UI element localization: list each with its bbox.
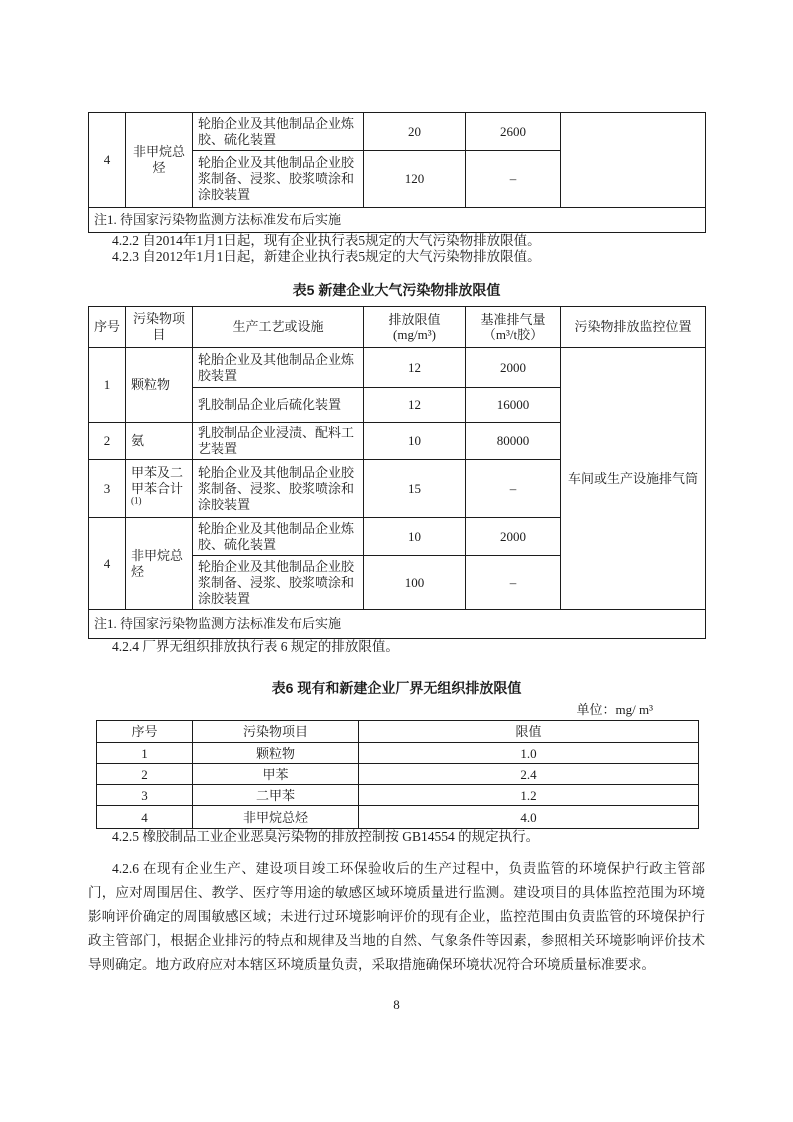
cell-base-air-volume: 16000 — [466, 388, 561, 423]
cell-pollutant: 甲苯 — [193, 764, 359, 785]
cell-base-air-volume: 2000 — [466, 518, 561, 556]
header-limit: 限值 — [359, 721, 699, 743]
pollutant-text: 甲苯及二甲苯合计 — [131, 464, 184, 496]
paragraph-4-2-6: 4.2.6 在现有企业生产、建设项目竣工环保验收后的生产过程中，负责监管的环境保护行政主管部门，应对周围居住、教学、医疗等用途的敏感区域环境质量进行监测。建设项目的具体监控范围为环境影响评价确定的周围敏感区域；未进行过环境影响评价的现有企业，监控范围由负责监管的环境保护行政主管部门，根据企业排污的特点和规律及当地的自然、气象条件等因素，参照相关环境影响评价技术导则确定。地方政府应对本辖区环境质量负责，采取措施确保环境状况符合环境质量标准要求。 — [88, 861, 705, 972]
page-content — [88, 112, 705, 1012]
table6 — [96, 720, 699, 829]
cell-row-no: 4 — [89, 518, 126, 610]
cell-row-no: 4 — [97, 806, 193, 829]
table5 — [88, 306, 706, 639]
cell-emission-limit: 120 — [364, 151, 466, 208]
cell-monitoring-location: 车间或生产设施排气筒 — [561, 348, 706, 610]
cell-monitoring-empty — [561, 113, 706, 208]
header-emission-limit-line1: 排放限值 — [388, 312, 441, 327]
paragraph-4-2-4: 4.2.4 厂界无组织排放执行表 6 规定的排放限值。 — [112, 639, 399, 654]
cell-row-no: 2 — [89, 423, 126, 460]
cell-process: 轮胎企业及其他制品企业胶浆制备、浸浆、胶浆喷涂和涂胶装置 — [193, 460, 364, 518]
table-note: 注1. 待国家污染物监测方法标准发布后实施 — [89, 208, 706, 233]
cell-base-air-volume: 2600 — [466, 113, 561, 151]
cell-row-no: 4 — [89, 113, 126, 208]
table-row — [97, 764, 699, 785]
cell-pollutant — [126, 460, 193, 518]
header-monitoring-location: 污染物排放监控位置 — [561, 307, 706, 348]
cell-process: 轮胎企业及其他制品企业胶浆制备、浸浆、胶浆喷涂和涂胶装置 — [193, 151, 364, 208]
cell-emission-limit: 20 — [364, 113, 466, 151]
paragraph-4-2-2: 4.2.2 自2014年1月1日起，现有企业执行表5规定的大气污染物排放限值。 — [112, 233, 541, 248]
header-pollutant: 污染物项目 — [126, 307, 193, 348]
cell-base-air-volume: 2000 — [466, 348, 561, 388]
cell-process: 乳胶制品企业浸渍、配料工艺装置 — [193, 423, 364, 460]
table6-title: 表6 现有和新建企业厂界无组织排放限值 — [271, 680, 522, 696]
cell-emission-limit: 100 — [364, 556, 466, 610]
cell-process: 轮胎企业及其他制品企业胶浆制备、浸浆、胶浆喷涂和涂胶装置 — [193, 556, 364, 610]
cell-emission-limit: 12 — [364, 388, 466, 423]
cell-row-no: 1 — [89, 348, 126, 423]
header-base-air-line2: （m³/t胶） — [482, 327, 544, 342]
cell-pollutant: 颗粒物 — [126, 348, 193, 423]
header-emission-limit — [364, 307, 466, 348]
cell-row-no: 3 — [97, 785, 193, 806]
cell-limit: 1.0 — [359, 743, 699, 764]
cell-row-no: 2 — [97, 764, 193, 785]
paragraph-4-2-3: 4.2.3 自2012年1月1日起，新建企业执行表5规定的大气污染物排放限值。 — [112, 249, 541, 264]
cell-pollutant: 非甲烷总烃 — [193, 806, 359, 829]
table-row — [89, 348, 706, 388]
cell-pollutant: 颗粒物 — [193, 743, 359, 764]
cell-base-air-volume: 80000 — [466, 423, 561, 460]
header-process: 生产工艺或设施 — [193, 307, 364, 348]
cell-pollutant: 二甲苯 — [193, 785, 359, 806]
table-note: 注1. 待国家污染物监测方法标准发布后实施 — [89, 610, 706, 639]
cell-row-no: 1 — [97, 743, 193, 764]
table4-continuation — [88, 112, 706, 233]
paragraph-4-2-5: 4.2.5 橡胶制品工业企业恶臭污染物的排放控制按 GB14554 的规定执行。 — [112, 829, 540, 844]
cell-base-air-volume: – — [466, 460, 561, 518]
cell-process: 轮胎企业及其他制品企业炼胶、硫化装置 — [193, 518, 364, 556]
cell-process: 轮胎企业及其他制品企业炼胶装置 — [193, 348, 364, 388]
table-note-row — [89, 610, 706, 639]
cell-pollutant: 非甲烷总烃 — [126, 113, 193, 208]
cell-pollutant: 氨 — [126, 423, 193, 460]
header-emission-limit-line2: (mg/m³) — [393, 327, 436, 342]
cell-limit: 1.2 — [359, 785, 699, 806]
table-row — [97, 743, 699, 764]
table-row — [97, 806, 699, 829]
table6-unit-label: 单位：mg/ m³ — [576, 702, 653, 717]
table5-header-row — [89, 307, 706, 348]
table-note-row — [89, 208, 706, 233]
header-base-air-line1: 基准排气量 — [480, 312, 546, 327]
header-base-air-volume — [466, 307, 561, 348]
cell-emission-limit: 12 — [364, 348, 466, 388]
cell-emission-limit: 15 — [364, 460, 466, 518]
cell-base-air-volume: – — [466, 556, 561, 610]
cell-base-air-volume: – — [466, 151, 561, 208]
cell-process: 乳胶制品企业后硫化装置 — [193, 388, 364, 423]
header-row-no: 序号 — [89, 307, 126, 348]
cell-limit: 2.4 — [359, 764, 699, 785]
cell-limit: 4.0 — [359, 806, 699, 829]
cell-process: 轮胎企业及其他制品企业炼胶、硫化装置 — [193, 113, 364, 151]
pollutant-footnote-sup: (1) — [131, 495, 142, 506]
cell-emission-limit: 10 — [364, 423, 466, 460]
page-number: 8 — [393, 997, 400, 1012]
table6-header-row — [97, 721, 699, 743]
table5-title: 表5 新建企业大气污染物排放限值 — [292, 282, 501, 298]
header-row-no: 序号 — [97, 721, 193, 743]
cell-emission-limit: 10 — [364, 518, 466, 556]
table-row — [97, 785, 699, 806]
table-row — [89, 113, 706, 151]
header-pollutant: 污染物项目 — [193, 721, 359, 743]
cell-pollutant: 非甲烷总烃 — [126, 518, 193, 610]
cell-row-no: 3 — [89, 460, 126, 518]
